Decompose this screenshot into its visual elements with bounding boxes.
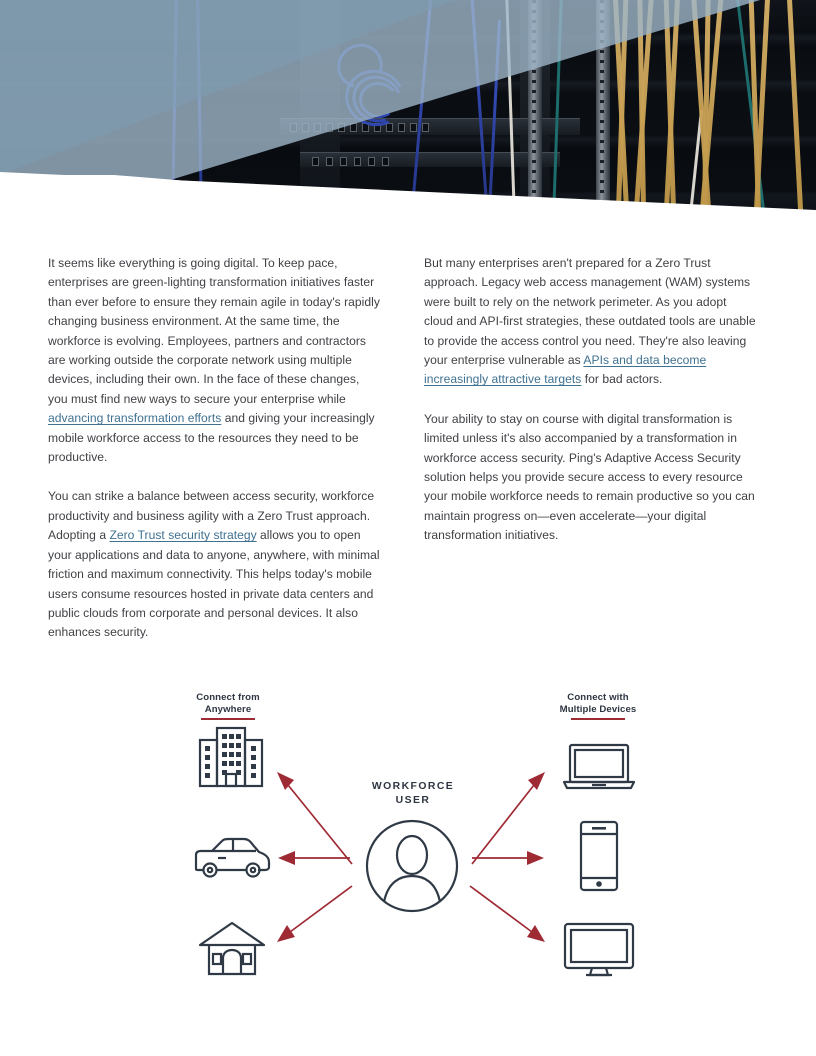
- smartphone-icon: [578, 820, 620, 892]
- paragraph-text: But many enterprises aren't prepared for a Zero Trust approach. Legacy web access management (WAM) systems were built to rely on the network perimeter. As you adopt cloud and API-first strategies, these outdated tools are unable to provide the access control you need. They're also leaving your enterprise vulnerable as: [424, 256, 756, 368]
- office-building-node: [196, 726, 266, 788]
- house-node: [196, 920, 268, 978]
- arrow-head: [528, 772, 545, 790]
- laptop-node: [562, 742, 636, 792]
- arrow-head: [527, 851, 544, 865]
- paragraph-left-2: [48, 487, 380, 642]
- paragraph-right-1: [424, 254, 756, 390]
- link-advancing-transformation-efforts[interactable]: advancing transformation efforts: [48, 411, 222, 426]
- label-line-2: Multiple Devices: [559, 703, 637, 715]
- label-line-2: Anywhere: [204, 703, 252, 715]
- smartphone-node: [578, 820, 620, 892]
- patch-panel: [300, 152, 560, 167]
- arrow-head: [278, 851, 295, 865]
- diagram-arrows: [0, 668, 816, 1008]
- paragraph-left-1: [48, 254, 380, 467]
- desktop-monitor-icon: [562, 922, 636, 978]
- link-apis-and-data-attractive-targets[interactable]: APIs and data become increasingly attractive targets: [424, 353, 707, 387]
- paragraph-text: You can strike a balance between access security, workforce productivity and business agility with a Zero Trust approach. Adopting a: [48, 489, 375, 543]
- arrow-head: [277, 772, 294, 790]
- paragraph-text: and giving your increasingly mobile workforce access to the resources they need to be productive.: [48, 411, 375, 465]
- center-label-line-1: WORKFORCE: [371, 781, 455, 792]
- arrow-to-laptop: [472, 785, 534, 864]
- left-column: [48, 254, 380, 643]
- arrow-to-office-building: [288, 785, 352, 864]
- link-zero-trust-security-strategy[interactable]: Zero Trust security strategy: [109, 528, 257, 543]
- right-column: [424, 254, 756, 643]
- paragraph-text: allows you to open your applications and data to anyone, anywhere, with minimal friction and maximum connectivity. This helps today's mobile users consume resources hosted in private data centers and public clouds from corporate and personal devices. It also enhances security.: [48, 528, 380, 640]
- paragraph-text: for bad actors.: [581, 372, 663, 387]
- car-node: [192, 836, 272, 880]
- center-label-line-2: USER: [395, 795, 431, 806]
- laptop-icon: [562, 742, 636, 792]
- label-line-1: Connect from: [196, 692, 260, 703]
- two-column-layout: [0, 232, 816, 643]
- hero-banner: [0, 0, 816, 232]
- paragraph-text: It seems like everything is going digital. To keep pace, enterprises are green-lighting transformation initiatives faster than ever before to ensure they remain agile in today's rapidly changing business environment. At the same time, the workforce is evolving. Employees, partners and contractors are working outside the corporate network using multiple devices, including their own. In the face of these changes, you must find new ways to secure your enterprise while: [48, 256, 380, 406]
- arrow-head: [527, 925, 545, 942]
- workforce-user-diagram: [0, 668, 816, 1008]
- car-icon: [192, 836, 272, 880]
- arrow-head: [277, 925, 295, 942]
- arrow-to-house: [290, 886, 352, 932]
- paragraph-text: Your ability to stay on course with digital transformation is limited unless it's also accompanied by a transformation in workforce access security. Ping's Adaptive Access Security solution helps you provide secure access to every resource your mobile workforce needs to remain productive so you can maintain progress on—even accelerate—your digital transformation initiatives.: [424, 411, 755, 543]
- office-building-icon: [196, 726, 266, 788]
- arrow-to-monitor: [470, 886, 532, 932]
- article-content: [0, 232, 816, 643]
- house-icon: [196, 920, 268, 978]
- label-line-1: Connect with: [567, 692, 629, 703]
- paragraph-right-2: [424, 410, 756, 546]
- desktop-monitor-node: [562, 922, 636, 978]
